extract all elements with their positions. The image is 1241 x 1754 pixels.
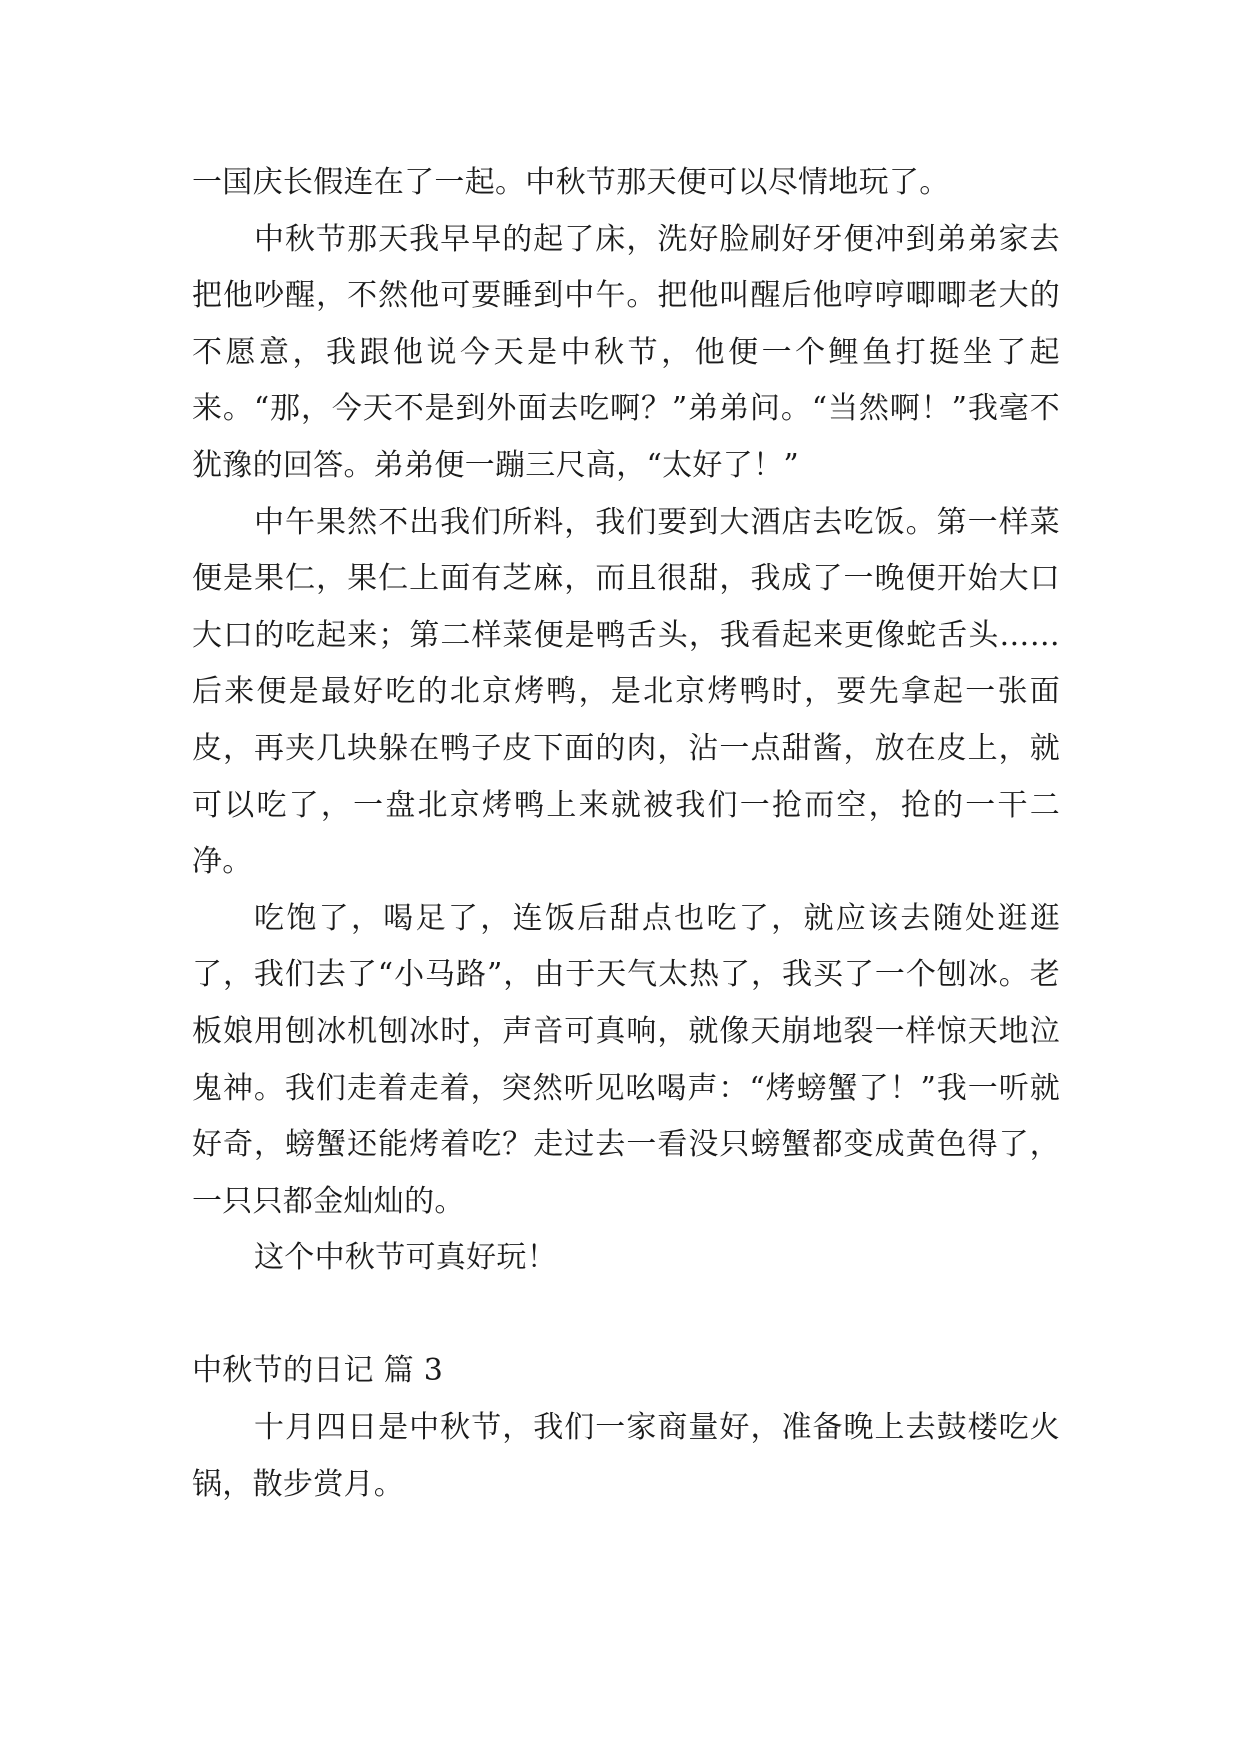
paragraph: 中秋节那天我早早的起了床，洗好脸刷好牙便冲到弟弟家去把他吵醒，不然他可要睡到中午。把他叫醒后他哼哼唧唧老大的不愿意，我跟他说今天是中秋节，他便一个鲤鱼打挺坐了起来。“那，今天不是到外面去吃啊？”弟弟问。“当然啊！”我毫不犹豫的回答。弟弟便一蹦三尺高，“太好了！” xyxy=(192,221,1060,483)
paragraph: 一国庆长假连在了一起。中秋节那天便可以尽情地玩了。 xyxy=(192,165,950,200)
paragraph: 吃饱了，喝足了，连饭后甜点也吃了，就应该去随处逛逛了，我们去了“小马路”，由于天气太热了，我买了一个刨冰。老板娘用刨冰机刨冰时，声音可真响，就像天崩地裂一样惊天地泣鬼神。我们走着走着，突然听见吆喝声：“烤螃蟹了！”我一听就好奇，螃蟹还能烤着吃？走过去一看没只螃蟹都变成黄色得了，一只只都金灿灿的。 xyxy=(192,900,1060,1219)
paragraph: 十月四日是中秋节，我们一家商量好，准备晚上去鼓楼吃火锅，散步赏月。 xyxy=(192,1410,1060,1502)
paragraph: 这个中秋节可真好玩！ xyxy=(254,1240,557,1276)
paragraph: 中午果然不出我们所料，我们要到大酒店去吃饭。第一样菜便是果仁，果仁上面有芝麻，而且很甜，我成了一晚便开始大口大口的吃起来；第二样菜便是鸭舌头，我看起来更像蛇舌头……后来便是最好吃的北京烤鸭，是北京烤鸭时，要先拿起一张面皮，再夹几块躲在鸭子皮下面的肉，沾一点甜酱，放在皮上，就可以吃了，一盘北京烤鸭上来就被我们一抢而空，抢的一干二净。 xyxy=(192,504,1060,880)
document-body xyxy=(192,155,1060,1513)
section-title: 中秋节的日记 篇 3 xyxy=(192,1353,444,1389)
